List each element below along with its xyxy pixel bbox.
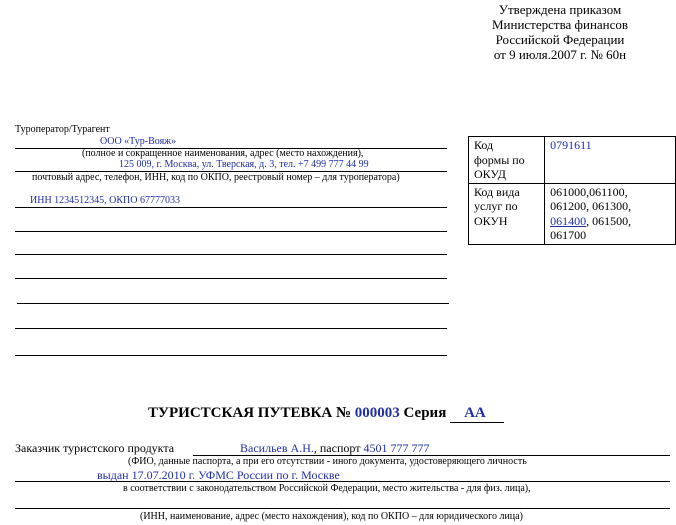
operator-inn: ИНН 1234512345, ОКПО 67777033 xyxy=(30,195,180,206)
approval-line-3: Российской Федерации xyxy=(495,32,625,47)
voucher-title: ТУРИСТСКАЯ ПУТЕВКА № 000003 Серия АА xyxy=(148,405,504,423)
customer-legal-line xyxy=(15,508,670,509)
blank-line-2 xyxy=(15,254,447,255)
operator-label: Туроператор/Турагент xyxy=(15,124,110,135)
operator-name-caption: (полное и сокращенное наименования, адрес (место нахождения), xyxy=(82,148,364,159)
operator-name: ООО «Тур-Вояж» xyxy=(100,136,177,147)
okun-values: 061000,061100, 061200, 061300, 061400, 061500, 061700 xyxy=(545,183,676,244)
blank-line-1 xyxy=(15,231,447,232)
approval-block xyxy=(470,2,650,62)
okud-value: 0791611 xyxy=(545,137,676,184)
approval-line-4: от 9 июля.2007 г. № 60н xyxy=(493,47,627,62)
okun-label: Код вида услуг по ОКУН xyxy=(469,183,545,244)
codes-table xyxy=(468,136,676,245)
customer-caption-2: в соответствии с законодательством Российской Федерации, место жительства - для физ. лица), xyxy=(123,483,531,494)
operator-address: 125 009, г. Москва, ул. Тверская, д. 3, тел. +7 499 777 44 99 xyxy=(119,159,369,170)
voucher-series: АА xyxy=(450,405,504,423)
approval-line-1: Утверждена приказом xyxy=(498,2,622,17)
customer-caption-3: (ИНН, наименование, адрес (место нахождения), код по ОКПО – для юридического лица) xyxy=(140,511,523,522)
blank-line-4 xyxy=(17,303,449,304)
blank-line-3 xyxy=(15,278,447,279)
voucher-number: 000003 xyxy=(354,405,400,421)
operator-address-caption: почтовый адрес, телефон, ИНН, код по ОКПО, реестровый номер – для туроператора) xyxy=(32,172,400,183)
okun-row xyxy=(469,183,676,244)
okud-label: Код формы по ОКУД xyxy=(469,137,545,184)
customer-caption-1: (ФИО, данные паспорта, а при его отсутствии - иного документа, удостоверяющего личность xyxy=(128,456,527,467)
customer-issued: выдан 17.07.2010 г. УФМС России по г. Москве xyxy=(97,468,340,482)
okun-code-selected: 061400 xyxy=(550,213,587,228)
approval-line-2: Министерства финансов xyxy=(491,17,629,32)
okud-row xyxy=(469,137,676,184)
operator-inn-line xyxy=(15,207,447,208)
customer-label: Заказчик туристского продукта xyxy=(15,441,175,455)
customer-passport: 4501 777 777 xyxy=(363,441,430,455)
blank-line-6 xyxy=(15,355,447,356)
customer-name: Васильев А.Н. xyxy=(240,441,314,455)
blank-line-5 xyxy=(15,328,447,329)
customer-value: Васильев А.Н., паспорт 4501 777 777 xyxy=(240,441,430,455)
